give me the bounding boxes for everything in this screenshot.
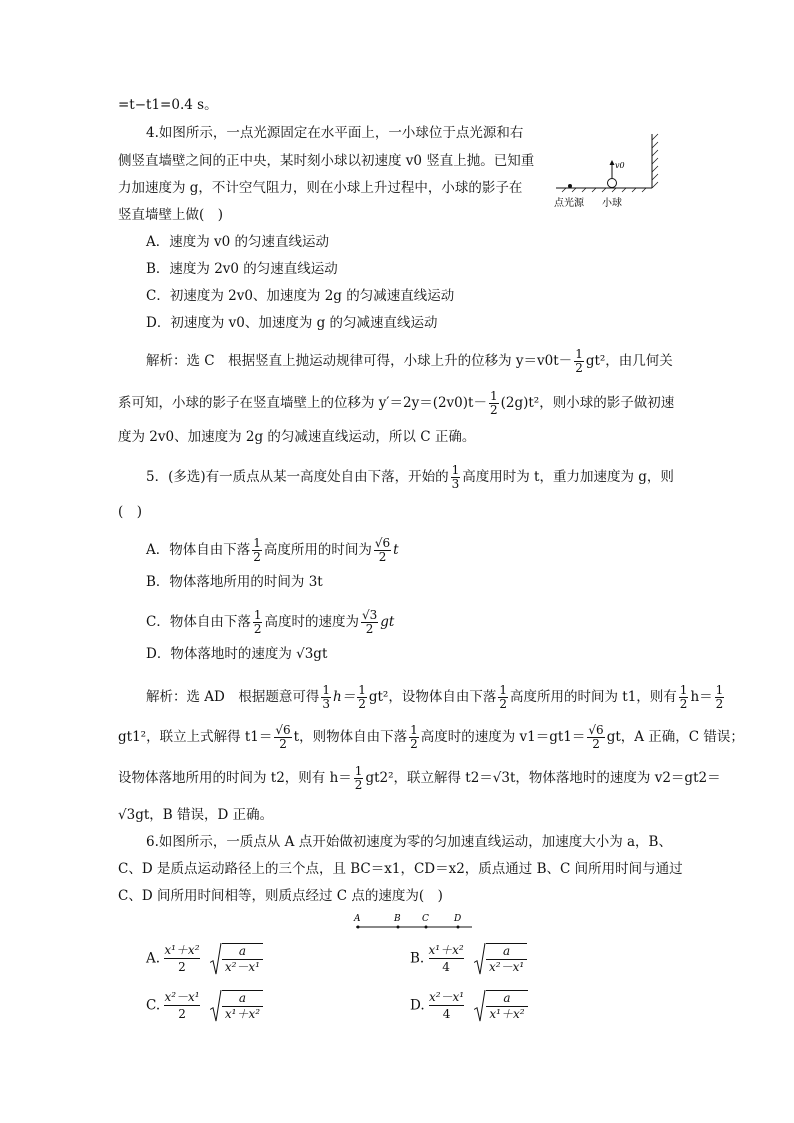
fig-point-b: B	[394, 914, 401, 924]
q5-stem-a: 5．(多选)有一质点从某一高度处自由下落，开始的	[146, 469, 449, 485]
q5-option-a: A．物体自由下落 $\frac{1}{2}$ 高度所用的时间为 $\frac{√6}{2}$ t	[146, 536, 399, 564]
q5-stem-line1	[146, 464, 674, 491]
q4-stem-line1: 4.如图所示，一点光源固定在水平面上，一小球位于点光源和右	[146, 125, 524, 141]
fig-ball-label: 小球	[602, 198, 622, 209]
q5-solution-line2: gt1²，联立上式解得 t1＝ $\frac{√6}{2}$ t，则物体自由下落 $\frac{1}{2}$ 高度时的速度为 v1＝gt1＝ $\frac{√6}{2}$ gt，A 正确，C 错误；	[118, 723, 744, 751]
q6-figure	[346, 911, 478, 933]
q4-stem-line4: 竖直墙壁上做( )	[118, 207, 224, 223]
q5-option-d: D．物体落地时的速度为 √3gt	[146, 646, 328, 662]
q6-option-a: A. $\frac{\text{x¹＋x²}}{2}$ $\frac{a}{\text{x²－x¹}}$	[146, 942, 263, 975]
q6-stem-line1: 6.如图所示，一质点从 A 点开始做初速度为零的匀加速直线运动，加速度大小为 a，B、	[146, 834, 672, 850]
q4-option-c: C．初速度为 2v0、加速度为 2g 的匀减速直线运动	[146, 288, 455, 304]
q6-option-d: D. $\frac{\text{x²－x¹}}{4}$ $\frac{a}{\text{x¹＋x²}}$	[410, 989, 528, 1022]
q5-option-b: B．物体落地所用的时间为 3t	[146, 574, 323, 590]
q4-option-d: D．初速度为 v0、加速度为 g 的匀减速直线运动	[146, 315, 438, 331]
q5-stem-b: 高度用时为 t，重力加速度为 g，则	[462, 469, 674, 485]
q4-option-a: A．速度为 v0 的匀速直线运动	[146, 234, 330, 250]
q4-solution-line1	[146, 348, 673, 375]
fig-v0-label: v0	[615, 161, 625, 170]
q4-option-b: B．速度为 2v0 的匀速直线运动	[146, 261, 338, 277]
frac-half: $\frac{1}{2}$	[253, 608, 262, 636]
q4-figure	[552, 130, 682, 212]
q6-stem-line3: C、D 间所用时间相等，则质点经过 C 点的速度为( )	[118, 888, 443, 904]
frac-half: $\frac{1}{2}$	[489, 389, 498, 417]
fig-source-label: 点光源	[554, 198, 584, 209]
q5-solution-line1: 解析：选 AD 根据题意可得 $\frac{1}{3}$ h＝ $\frac{1}{2}$ gt²，设物体自由下落 $\frac{1}{2}$ 高度所用的时间为 t1，则有 $\frac{1}{2}$ h＝ $\frac{1}{2}$	[146, 683, 724, 711]
q4-sol1-text-a: 解析：选 C 根据竖直上抛运动规律可得，小球上升的位移为 y＝v0t－	[146, 353, 573, 369]
q6-stem-line2: C、D 是质点运动路径上的三个点，且 BC＝x1，CD＝x2，质点通过 B、C 间所用时间与通过	[118, 861, 683, 877]
q4-sol1-text-b: gt²，由几何关	[585, 353, 673, 369]
q4-solution-line2	[118, 390, 674, 417]
point-source-dot	[568, 184, 572, 188]
q5-stem-line2: ( )	[118, 504, 143, 520]
q4-stem-line3: 力加速度为 g，不计空气阻力，则在小球上升过程中，小球的影子在	[118, 180, 523, 196]
q6-option-c: C. $\frac{\text{x²－x¹}}{2}$ $\frac{a}{\text{x¹＋x²}}$	[146, 989, 263, 1022]
q4-sol2-text-a: 系可知，小球的影子在竖直墙壁上的位移为 y′＝2y＝(2v0)t－	[118, 395, 487, 411]
frac-half: $\frac{1}{2}$	[575, 347, 583, 375]
q4-sol2-text-b: (2g)t²，则小球的影子做初速	[500, 395, 675, 411]
q6-option-b: B. $\frac{\text{x¹＋x²}}{4}$ $\frac{a}{\text{x²－x¹}}$	[410, 942, 527, 975]
fig-point-d: D	[454, 914, 462, 924]
frac-sqrt3-over-2: $\frac{√3}{2}$	[361, 608, 378, 636]
frac-third: $\frac{1}{3}$	[451, 463, 460, 491]
prev-answer-line: =t−t1=0.4 s。	[118, 97, 218, 113]
q4-solution-line3: 度为 2v0、加速度为 2g 的匀减速直线运动，所以 C 正确。	[118, 429, 476, 445]
fig-point-a: A	[354, 914, 361, 924]
q5-option-c: C．物体自由下落 $\frac{1}{2}$ 高度时的速度为 $\frac{√3}{2}$ gt	[146, 608, 395, 636]
fig-point-c: C	[422, 914, 429, 924]
q5-solution-line4: √3gt，B 错误，D 正确。	[118, 807, 274, 823]
ball-circle	[608, 179, 617, 188]
frac-sqrt6-over-2: $\frac{√6}{2}$	[374, 536, 391, 564]
frac-half: $\frac{1}{2}$	[253, 536, 261, 564]
q5-solution-line3: 设物体落地所用的时间为 t2，则有 h＝ $\frac{1}{2}$ gt2²，联立解得 t2＝√3t，物体落地时的速度为 v2＝gt2＝	[118, 764, 721, 792]
q4-stem-line2: 侧竖直墙壁之间的正中央，某时刻小球以初速度 v0 竖直上抛。已知重	[118, 153, 535, 169]
